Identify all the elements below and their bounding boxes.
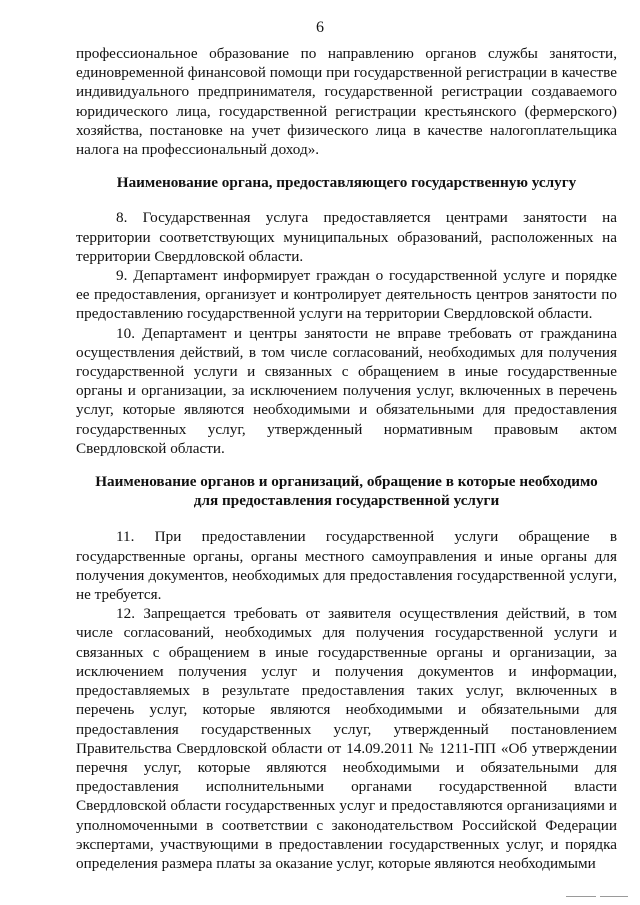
paragraph-8: 8. Государственная услуга предоставляется центрами занятости на территории соответствующих муниципальных образований, расположенных на территории Свердловской области. [76,209,617,265]
paragraph-continuation: профессиональное образование по направлению органов службы занятости, единовременной финансовой помощи при государственной регистрации в качестве индивидуального предпринимателя, государственной регистрации создаваемого юридического лица, государственной регистрации крестьянского (фермерского) хозяйства, постановке на учет физического лица в качестве налогоплательщика налога на профессиональный доход». [76,45,617,159]
paragraph-9: 9. Департамент информирует граждан о государственной услуге и порядке ее предоставления, организует и контролирует деятельность центров занятости по предоставлению государственной услуги на территории Свердловской области. [76,267,617,323]
footer-rule-right [600,896,628,897]
paragraph-10: 10. Департамент и центры занятости не вправе требовать от гражданина осуществления действий, в том числе согласований, необходимых для получения государственной услуги и связанных с обращением в иные государственные органы и организации, за исключением получения услуг, включенных в перечень услуг, которые являются необходимыми и обязательными для предоставления государственных услуг, утвержденный нормативным правовым актом Свердловской области. [76,324,617,457]
page-number: 6 [316,19,324,36]
section-heading-organizations-line1: Наименование органов и организаций, обращение в которые необходимо [95,473,598,491]
paragraph-11: 11. При предоставлении государственной услуги обращение в государственные органы, органы местного самоуправления и иные органы для получения документов, необходимых для предоставления государственной услуги, не требуется. [76,528,617,604]
section-heading-organizations-line2: для предоставления государственной услуги [193,492,500,510]
footer-rule-left [566,896,596,897]
section-heading-service-provider: Наименование органа, предоставляющего государственную услугу [116,174,577,192]
section-heading-organizations [76,472,617,510]
paragraph-12: 12. Запрещается требовать от заявителя осуществления действий, в том числе согласований, необходимых для получения государственной услуги и связанных с обращением в иные государственные органы и организации, за исключением получения услуг и получения документов и информации, предоставляемых в результате предоставления таких услуг, включенных в перечень услуг, которые являются необходимыми и обязательными для предоставления государственных услуг, утвержденный постановлением Правительства Свердловской области от 14.09.2011 № 1211-ПП «Об утверждении перечня услуг, которые являются необходимыми и обязательными для предоставления исполнительными органами государственной власти Свердловской области государственных услуг и предоставляются организациями и уполномоченными в соответствии с законодательством Российской Федерации экспертами, участвующими в предоставлении государственных услуг, и порядка определения размера платы за оказание услуг, которые являются необходимыми [76,605,617,872]
document-body [76,44,617,873]
